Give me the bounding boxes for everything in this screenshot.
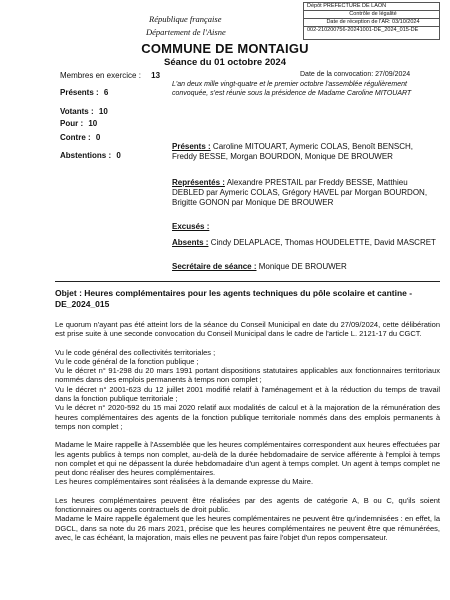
rappel-paragraph: Madame le Maire rappelle à l'Assemblée que les heures complémentaires correspondent aux heures effectuées par les agents publics à temps non complet, au-delà de la durée hebdomadaire de service afférente à l'emploi à temps non complet et qui ne dépassent la durée hebdomadaire d'un agent à temps complet. Un agent à temps complet ne peut donc réaliser des heures complémentaires. (55, 440, 440, 478)
presents-section (172, 142, 440, 162)
votants-label: Votants : (60, 107, 94, 116)
secretaire-section (172, 262, 440, 272)
stamp-line-4: 002-210200756-20241001-DE_2024_015-DE (307, 27, 419, 33)
convocation-date: Date de la convocation: 27/09/2024 (300, 71, 411, 78)
prefecture-stamp (303, 2, 440, 40)
vu-line-1: Vu le code général des collectivités territoriales ; (55, 347, 216, 357)
demande-paragraph: Les heures complémentaires sont réalisées à la demande expresse du Maire. (55, 477, 314, 487)
representes-label: Représentés : (172, 178, 225, 187)
quorum-paragraph: Le quorum n'ayant pas été atteint lors de la séance du Conseil Municipal en date du 27/09/2024, cette délibération est prise suite à une seconde convocation du Conseil Municipal dans le cadre de l'article L. 2121-17 du CGCT. (55, 320, 440, 339)
section-divider (55, 281, 440, 282)
membres-value: 13 (151, 71, 161, 80)
presents-count (60, 88, 108, 97)
pour-value: 10 (88, 119, 98, 128)
presents-section-label: Présents : (172, 142, 211, 151)
pour-count (60, 119, 97, 128)
pour-label: Pour : (60, 119, 84, 128)
representes-text: Alexandre PRESTAIL par Freddy BESSE, Matthieu DEBLED par Aymeric COLAS, Grégory HAVEL par Morgan BOURDON, Brigitte GONON par Monique DE BROUWER (172, 178, 428, 207)
presents-section-text: Caroline MITOUART, Aymeric COLAS, Benoît BENSCH, Freddy BESSE, Morgan BOURDON, Monique DE BROUWER (172, 142, 413, 161)
secretaire-text: Monique DE BROUWER (258, 262, 347, 271)
votants-value: 10 (98, 107, 108, 116)
abstentions-count (60, 151, 121, 160)
intro-text: L'an deux mille vingt-quatre et le premier octobre l'assemblée régulièrement convoquée, s'est réunie sous la présidence de Madame Caroline MITOUART (172, 81, 412, 97)
excuses-label: Excusés : (172, 222, 210, 231)
deliberation-body (55, 320, 440, 542)
membres-count (60, 71, 160, 80)
vu-line-3: Vu le décret n° 91-298 du 20 mars 1991 portant dispositions statutaires applicables aux fonctionnaires territoriaux nommés dans des emplois permanents à temps non complet ; (55, 366, 440, 385)
secretaire-label: Secrétaire de séance : (172, 262, 257, 271)
membres-label: Membres en exercice : (60, 71, 141, 80)
abstentions-value: 0 (116, 151, 121, 160)
stamp-line-3: Date de réception de l'AR: 03/10/2024 (304, 19, 439, 27)
vu-line-5: Vu le décret n° 2020-592 du 15 mai 2020 relatif aux modalités de calcul et à la majoration de la rémunération des heures complémentaires des agents de la fonction publique territoriale nommés dans des emplois permanents à temps non complet ; (55, 403, 440, 431)
vu-line-2: Vu le code général de la fonction publique ; (55, 356, 199, 366)
representes-section (172, 178, 440, 208)
republique-francaise-label: République française (149, 14, 222, 24)
votants-count (60, 107, 108, 116)
stamp-line-1: Dépôt PREFECTURE DE LAON (304, 3, 439, 11)
absents-label: Absents : (172, 238, 209, 247)
indemnisation-paragraph: Madame le Maire rappelle également que les heures complémentaires ne peuvent être qu'indemnisées : en effet, la DGCL, dans sa note du 26 mars 2021, précise que les heures complémentaires ne peuvent être que rémunérées, avec, le cas échéant, la majoration, mais elles ne peuvent pas faire l'objet d'un repos compensateur. (55, 514, 440, 542)
contre-value: 0 (95, 133, 101, 142)
contre-label: Contre : (60, 133, 91, 142)
contre-count (60, 133, 100, 142)
stamp-line-2: Contrôle de légalité (304, 11, 439, 19)
objet-heading: Objet : Heures complémentaires pour les agents techniques du pôle scolaire et cantine - DE_2024_015 (55, 288, 413, 309)
categorie-paragraph: Les heures complémentaires peuvent être réalisées par des agents de catégorie A, B ou C, qu'ils soient fonctionnaires ou agents contractuels de droit public. (55, 495, 440, 515)
page-title: COMMUNE DE MONTAIGU (141, 41, 309, 56)
seance-date: Séance du 01 octobre 2024 (164, 57, 286, 68)
abstentions-label: Abstentions : (60, 151, 112, 160)
presents-count-label: Présents : (60, 88, 99, 97)
absents-section (172, 238, 440, 248)
absents-text: Cindy DELAPLACE, Thomas HOUDELETTE, David MASCRET (210, 238, 436, 247)
departement-label: Département de l'Aisne (146, 27, 226, 37)
excuses-section (172, 222, 440, 232)
vu-line-4: Vu le décret n° 2001-623 du 12 juillet 2001 modifié relatif à l'aménagement et à la réduction du temps de travail dans la fonction publique territoriale ; (55, 384, 440, 404)
presents-count-value: 6 (103, 88, 109, 97)
